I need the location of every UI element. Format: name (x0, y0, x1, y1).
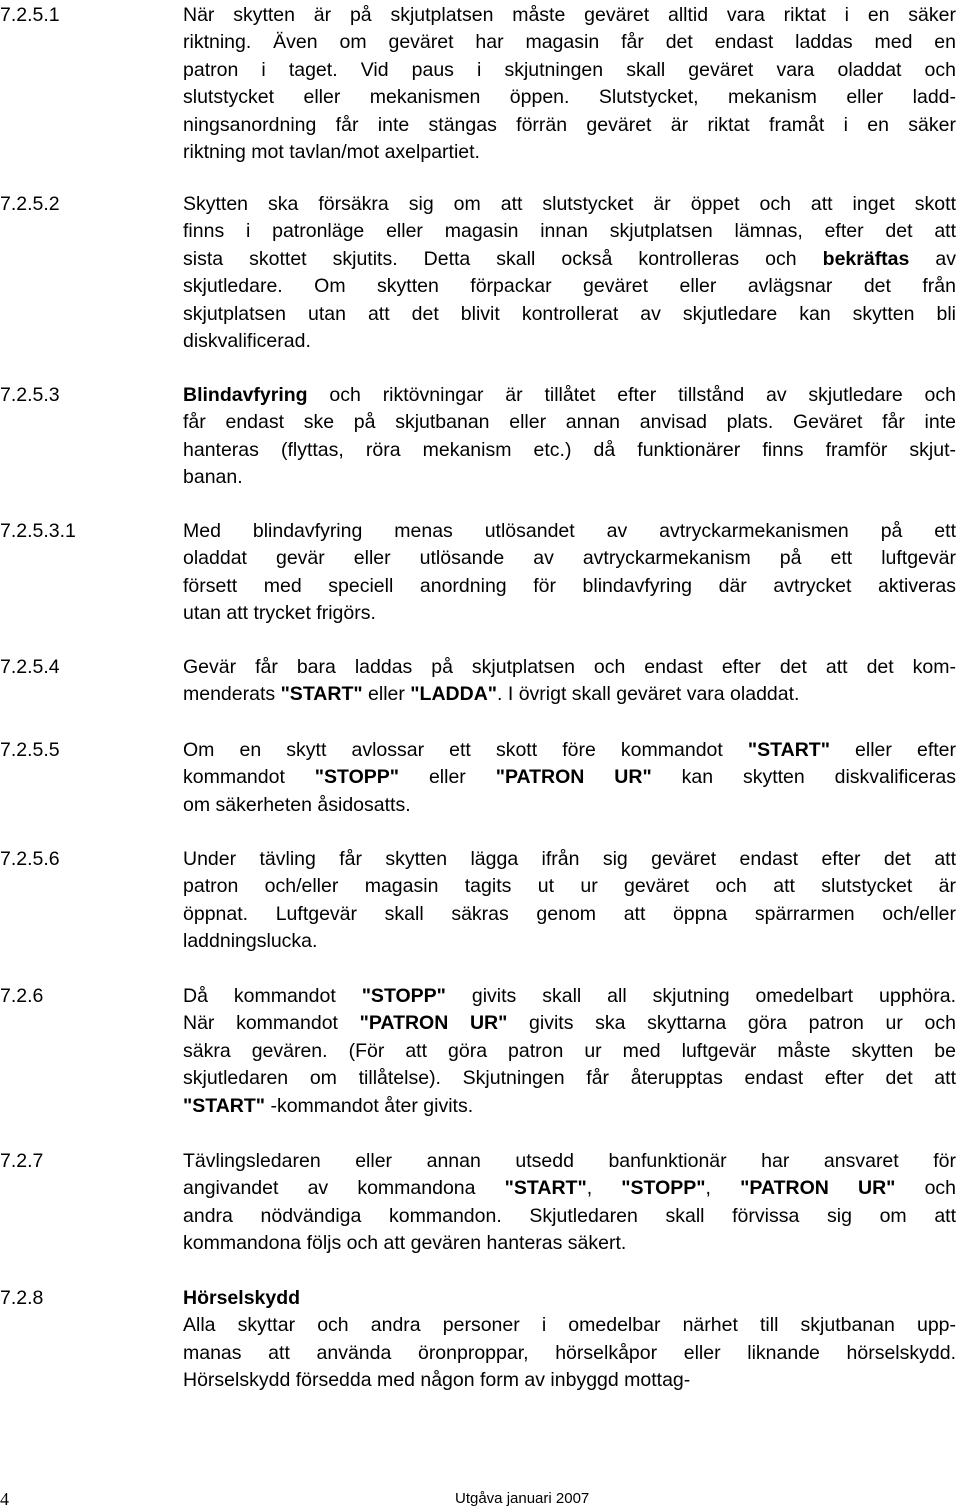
text-line (183, 1010, 956, 1037)
text-run: , (705, 1177, 741, 1200)
section-number: 7.2.5.1 (0, 4, 60, 26)
text-line (183, 1230, 956, 1257)
text-run: eller efter (829, 739, 957, 761)
text-run: riktning. Även om geväret har magasin får det endast laddas med en (183, 31, 956, 54)
section-number: 7.2.7 (0, 1150, 44, 1172)
text-run: givits ska skyttarna göra patron ur och (507, 1012, 956, 1035)
text-run: Då kommandot (183, 985, 362, 1007)
text-line (183, 928, 956, 955)
bold-text: "PATRON UR" (359, 1012, 508, 1035)
text-run: sista skottet skjutits. Detta skall också kontrolleras och (183, 247, 823, 270)
section-text (183, 2, 956, 166)
text-line (183, 84, 956, 111)
text-run: eller (399, 766, 496, 789)
text-line (183, 437, 956, 464)
text-run: givits skall all skjutning omedelbart upphöra. (445, 985, 956, 1007)
text-line (183, 1340, 956, 1367)
text-line (183, 1148, 956, 1175)
text-run: utan att trycket frigörs. (183, 602, 376, 625)
text-run: Tävlingsledaren eller annan utsedd banfunktionär har ansvaret för (183, 1150, 956, 1172)
text-run: av (909, 247, 957, 270)
text-run: Gevär får bara laddas på skjutplatsen och endast efter det att det kom- (183, 656, 956, 678)
text-line (183, 1285, 956, 1312)
text-line (183, 57, 956, 84)
bold-text: Hörselskydd (183, 1287, 301, 1309)
text-line (183, 112, 956, 139)
text-run: banan. (183, 466, 243, 489)
edition-label: Utgåva januari 2007 (455, 1490, 590, 1507)
text-run: Hörselskydd försedda med någon form av inbyggd mottag- (183, 1369, 691, 1392)
section-number: 7.2.8 (0, 1287, 44, 1309)
text-run: andra nödvändiga kommandon. Skjutledaren skall förvissa sig om att (183, 1204, 956, 1227)
text-line (183, 983, 956, 1010)
text-line (183, 1065, 956, 1092)
text-run: eller (362, 683, 411, 706)
text-run: säkra gevären. (För att göra patron ur med luftgevär måste skytten be (183, 1039, 956, 1062)
bold-text: "STOPP" (361, 985, 446, 1007)
text-line (183, 2, 956, 29)
text-line (183, 1038, 956, 1065)
text-line (183, 139, 956, 166)
text-line (183, 191, 956, 218)
text-line (183, 792, 956, 819)
text-run: patron i taget. Vid paus i skjutningen skall geväret vara oladdat och (183, 58, 956, 81)
text-run: kommandot (183, 766, 315, 789)
text-run: skjutledaren om tillåtelse). Skjutningen får återupptas endast efter det att (183, 1067, 956, 1090)
text-run: -kommandot åter givits. (265, 1094, 474, 1117)
section-text (183, 191, 956, 355)
bold-text: Blindavfyring (183, 384, 308, 406)
text-line (183, 1203, 956, 1230)
text-run: manas att använda öronproppar, hörselkåpor eller liknande hörselskydd. (183, 1341, 956, 1364)
text-run: Under tävling får skytten lägga ifrån sig geväret endast efter det att (183, 848, 956, 870)
text-run: kommandona följs och att gevären hanteras säkert. (183, 1232, 627, 1255)
bold-text: "STOPP" (621, 1177, 706, 1200)
text-run: och (895, 1177, 957, 1200)
section-text (183, 737, 956, 819)
section-text (183, 382, 956, 492)
text-line (183, 1093, 956, 1120)
text-run: finns i patronläge eller magasin innan skjutplatsen lämnas, efter det att (183, 220, 956, 243)
text-line (183, 873, 956, 900)
text-line (183, 246, 956, 273)
text-run: När kommandot (183, 1012, 360, 1035)
section-number: 7.2.5.4 (0, 656, 60, 678)
text-line (183, 409, 956, 436)
text-run: och riktövningar är tillåtet efter tillstånd av skjutledare och (307, 384, 956, 406)
section-number: 7.2.6 (0, 985, 44, 1007)
section-number: 7.2.5.6 (0, 848, 60, 870)
text-line (183, 681, 956, 708)
bold-text: "START" (504, 1177, 587, 1200)
text-run: patron och/eller magasin tagits ut ur geväret och att slutstycket är (183, 875, 956, 898)
text-line (183, 273, 956, 300)
section-text (183, 654, 956, 709)
text-run: Med blindavfyring menas utlösandet av avtryckarmekanismen på ett (183, 520, 956, 542)
section-text (183, 846, 956, 956)
section-text (183, 983, 956, 1120)
section-number: 7.2.5.5 (0, 739, 60, 761)
text-line (183, 218, 956, 245)
text-line (183, 737, 956, 764)
bold-text: "PATRON UR" (740, 1177, 896, 1200)
text-line (183, 764, 956, 791)
section-text (183, 1148, 956, 1258)
text-line (183, 846, 956, 873)
bold-text: "PATRON UR" (495, 766, 652, 789)
text-line (183, 328, 956, 355)
text-line (183, 382, 956, 409)
text-run: Skytten ska försäkra sig om att slutstycket är öppet och att inget skott (183, 193, 956, 215)
text-line (183, 464, 956, 491)
bold-text: bekräftas (822, 247, 910, 270)
text-run: angivandet av kommandona (183, 1177, 505, 1200)
bold-text: "START" (280, 683, 363, 706)
text-run: öppnat. Luftgevär skall säkras genom att öppna spärrarmen och/eller (183, 902, 956, 925)
section-number: 7.2.5.3 (0, 384, 60, 406)
text-line (183, 1367, 956, 1394)
text-run: diskvalificerad. (183, 329, 311, 352)
text-run: skjutledare. Om skytten förpackar geväret eller avlägsnar det från (183, 275, 956, 298)
page-number: 4 (0, 1489, 9, 1509)
text-run: kan skytten diskvalificeras (651, 766, 956, 789)
text-line (183, 1312, 956, 1339)
text-run: om säkerheten åsidosatts. (183, 793, 411, 816)
text-line (183, 1175, 956, 1202)
bold-text: "START" (183, 1094, 266, 1117)
text-run: får endast ske på skjutbanan eller annan anvisad plats. Geväret får inte (183, 411, 956, 434)
text-line (183, 518, 956, 545)
text-line (183, 654, 956, 681)
text-run: menderats (183, 683, 281, 706)
bold-text: "LADDA" (410, 683, 498, 706)
section-text (183, 518, 956, 628)
section-text (183, 1285, 956, 1395)
text-run: oladdat gevär eller utlösande av avtryckarmekanism på ett luftgevär (183, 547, 956, 570)
text-line (183, 301, 956, 328)
text-run: försett med speciell anordning för blindavfyring där avtrycket aktiveras (183, 574, 956, 597)
text-run: Alla skyttar och andra personer i omedelbar närhet till skjutbanan upp- (183, 1314, 956, 1337)
text-run: När skytten är på skjutplatsen måste geväret alltid vara riktat i en säker (183, 4, 956, 26)
text-line (183, 901, 956, 928)
text-run: riktning mot tavlan/mot axelpartiet. (183, 140, 480, 163)
text-run: hanteras (flyttas, röra mekanism etc.) då funktionärer finns framför skjut- (183, 438, 956, 461)
text-line (183, 545, 956, 572)
text-run: laddningslucka. (183, 930, 318, 953)
text-line (183, 600, 956, 627)
bold-text: "START" (747, 739, 830, 761)
text-run: slutstycket eller mekanismen öppen. Slutstycket, mekanism eller ladd- (183, 86, 956, 109)
bold-text: "STOPP" (314, 766, 400, 789)
text-run: Om en skytt avlossar ett skott före kommandot (183, 739, 748, 761)
section-number: 7.2.5.2 (0, 193, 60, 215)
section-number: 7.2.5.3.1 (0, 520, 76, 542)
text-run: ningsanordning får inte stängas förrän geväret är riktat framåt i en säker (183, 113, 956, 136)
text-run: skjutplatsen utan att det blivit kontrollerat av skjutledare kan skytten bli (183, 302, 956, 325)
text-run: . I övrigt skall geväret vara oladdat. (497, 683, 800, 706)
text-line (183, 29, 956, 56)
text-run: , (586, 1177, 622, 1200)
text-line (183, 573, 956, 600)
